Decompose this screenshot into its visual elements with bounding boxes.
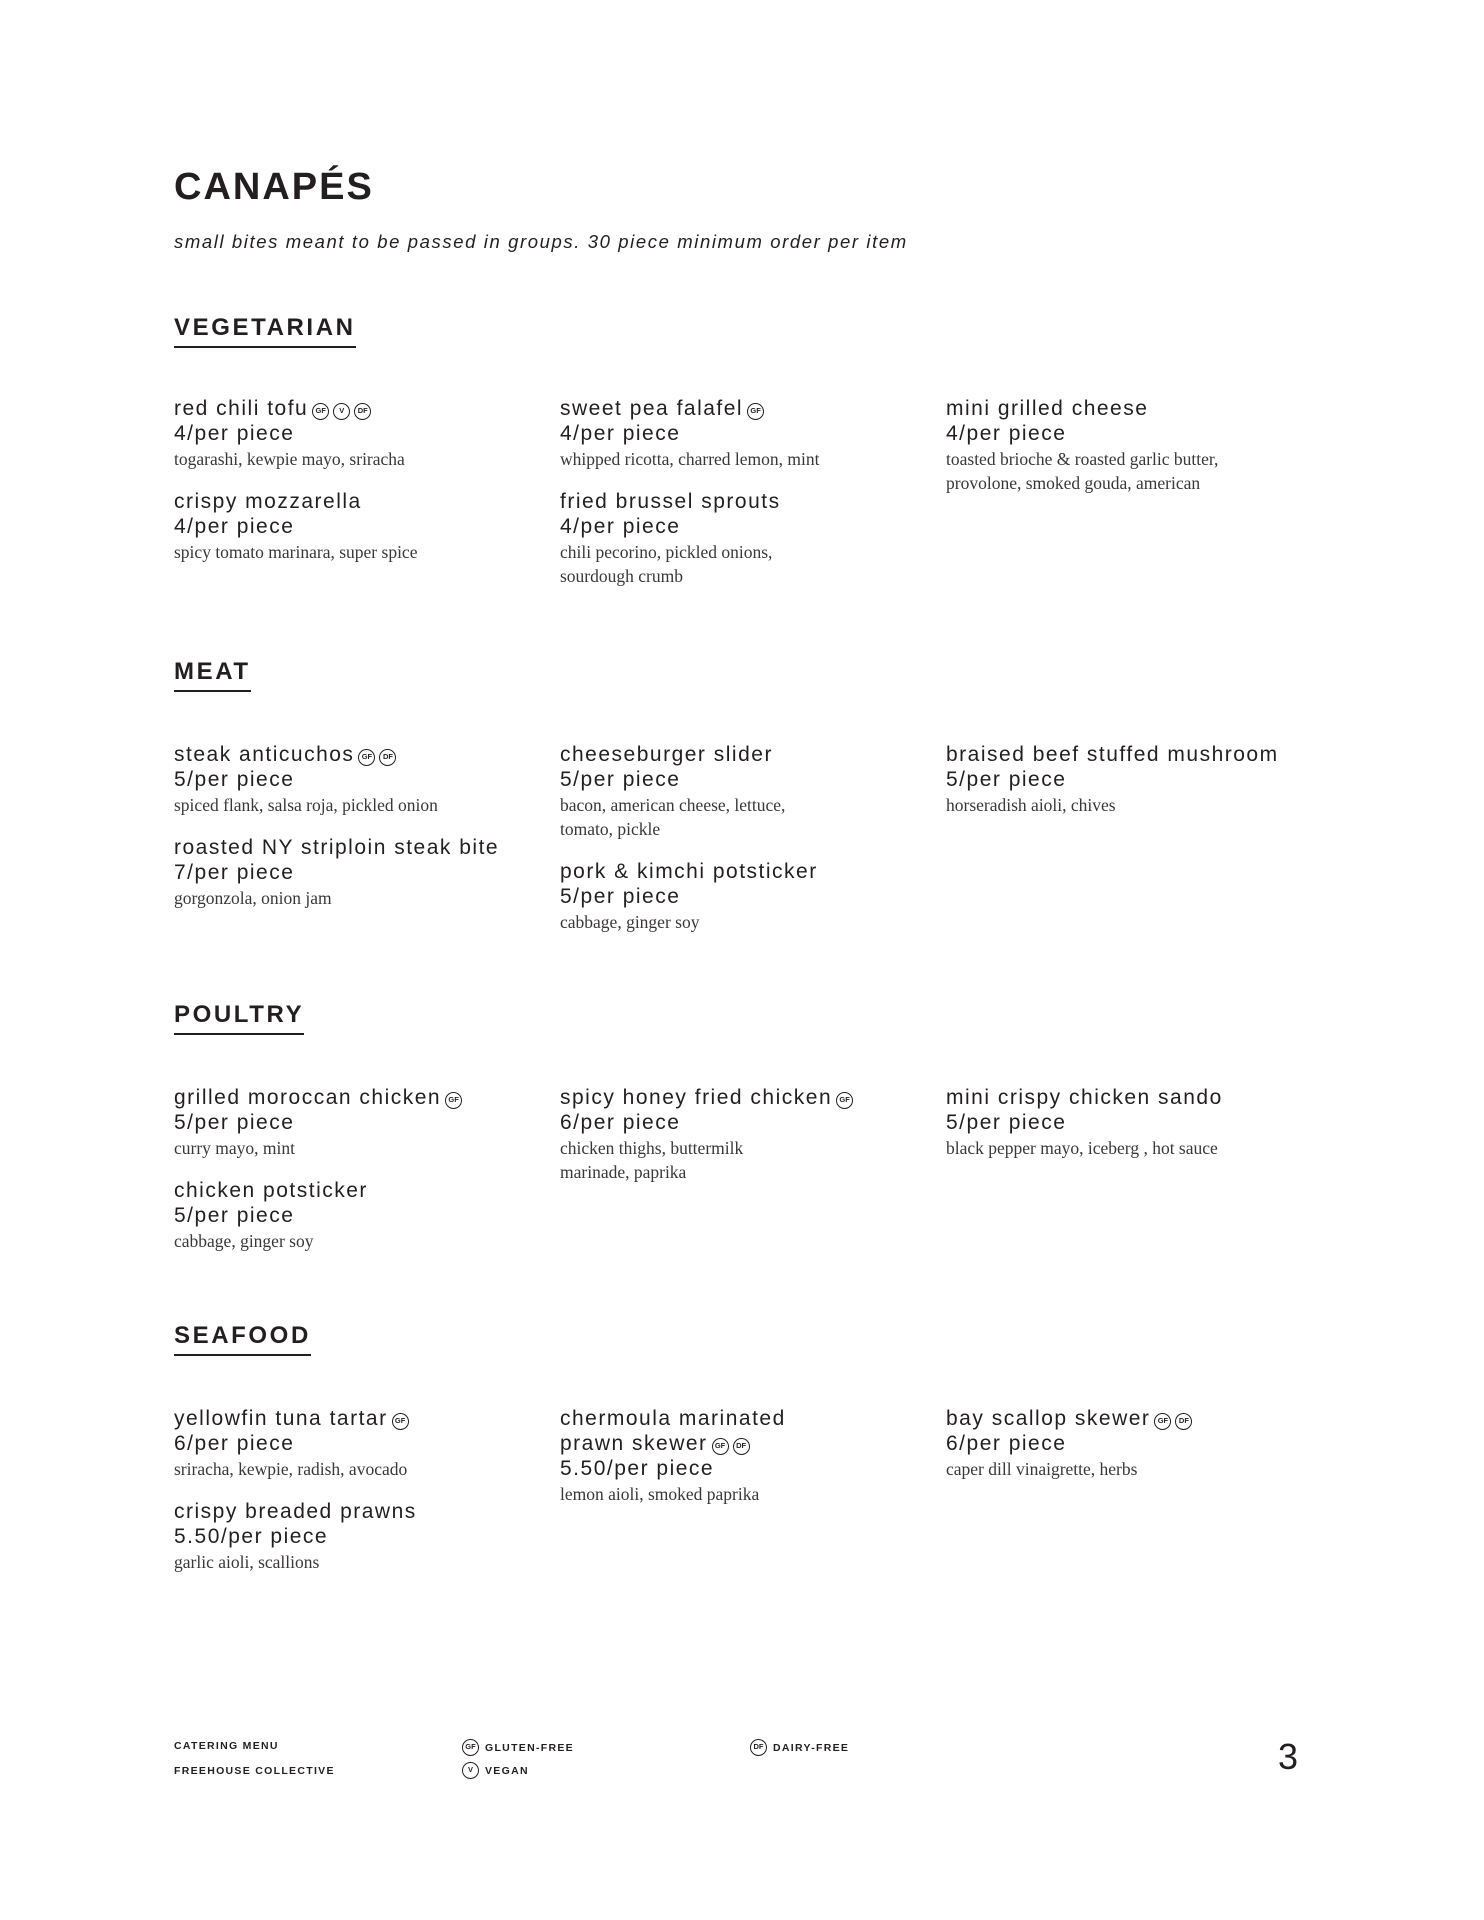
item-description: whipped ricotta, charred lemon, mint: [560, 449, 820, 469]
dairy-free-icon: DF: [1175, 1413, 1192, 1430]
section-meat: [174, 658, 1354, 932]
section-title: VEGETARIAN: [174, 314, 356, 348]
item-price: 5.50/per piece: [560, 1457, 715, 1480]
legend-vegan: [462, 1762, 529, 1779]
gluten-free-icon: GF: [1154, 1413, 1171, 1430]
item-name: fried brussel sprouts: [560, 490, 781, 513]
item-price: 5/per piece: [174, 1204, 295, 1227]
menu-item: [174, 1178, 544, 1253]
menu-item: [560, 396, 930, 471]
menu-item: [174, 1406, 544, 1481]
item-description: togarashi, kewpie mayo, sriracha: [174, 449, 405, 469]
menu-item: [560, 1406, 930, 1506]
gluten-free-icon: GF: [747, 403, 764, 420]
item-price: 5/per piece: [946, 768, 1067, 791]
legend-label: DAIRY-FREE: [773, 1741, 850, 1754]
menu-item: [174, 396, 544, 471]
menu-item: [174, 1085, 544, 1160]
footer-company-name: FREEHOUSE COLLECTIVE: [174, 1765, 335, 1777]
item-name: roasted NY striploin steak bite: [174, 836, 500, 859]
item-description: lemon aioli, smoked paprika: [560, 1484, 760, 1504]
item-name: bay scallop skewer GF DF: [946, 1406, 1316, 1431]
menu-item: [946, 1085, 1316, 1160]
item-price: 6/per piece: [174, 1432, 295, 1455]
item-description: bacon, american cheese, lettuce, tomato, pickle: [560, 795, 786, 839]
item-name: pork & kimchi potsticker: [560, 860, 818, 883]
section-vegetarian: [174, 314, 1354, 586]
menu-item: [946, 742, 1316, 817]
item-description: cabbage, ginger soy: [174, 1231, 314, 1251]
item-name: mini crispy chicken sando: [946, 1086, 1223, 1109]
section-poultry: [174, 1001, 1354, 1251]
item-description: caper dill vinaigrette, herbs: [946, 1459, 1138, 1479]
vegan-icon: V: [462, 1762, 479, 1779]
item-name: crispy breaded prawns: [174, 1500, 417, 1523]
item-name: chicken potsticker: [174, 1179, 368, 1202]
item-price: 6/per piece: [560, 1111, 681, 1134]
item-name: crispy mozzarella: [174, 490, 362, 513]
legend-label: GLUTEN-FREE: [485, 1741, 574, 1754]
dairy-free-icon: DF: [750, 1739, 767, 1756]
menu-item: [560, 742, 930, 841]
gluten-free-icon: GF: [358, 749, 375, 766]
vegan-icon: V: [333, 403, 350, 420]
gluten-free-icon: GF: [445, 1092, 462, 1109]
item-description: spiced flank, salsa roja, pickled onion: [174, 795, 438, 815]
section-title: SEAFOOD: [174, 1322, 311, 1356]
item-description: chili pecorino, pickled onions, sourdough crumb: [560, 542, 773, 586]
section-seafood: [174, 1322, 1354, 1572]
item-name: chermoula marinated prawn skewer GF DF: [560, 1407, 786, 1455]
legend-dairy-free: [750, 1739, 849, 1756]
item-name: steak anticuchos GF DF: [174, 742, 544, 767]
item-description: sriracha, kewpie, radish, avocado: [174, 1459, 408, 1479]
item-description: horseradish aioli, chives: [946, 795, 1116, 815]
item-price: 5/per piece: [560, 768, 681, 791]
item-price: 4/per piece: [946, 422, 1067, 445]
item-price: 5/per piece: [946, 1111, 1067, 1134]
menu-item: [174, 835, 544, 910]
item-price: 4/per piece: [560, 515, 681, 538]
item-name: braised beef stuffed mushroom: [946, 743, 1279, 766]
item-description: spicy tomato marinara, super spice: [174, 542, 418, 562]
page-subtitle: small bites meant to be passed in groups. 30 piece minimum order per item: [174, 231, 908, 252]
menu-item: [174, 489, 544, 564]
item-price: 5/per piece: [174, 768, 295, 791]
page-number: 3: [1278, 1736, 1299, 1777]
item-price: 6/per piece: [946, 1432, 1067, 1455]
item-price: 4/per piece: [174, 422, 295, 445]
item-description: black pepper mayo, iceberg , hot sauce: [946, 1138, 1218, 1158]
menu-item: [560, 1085, 930, 1184]
item-description: garlic aioli, scallions: [174, 1552, 320, 1572]
item-name: cheeseburger slider: [560, 743, 773, 766]
dairy-free-icon: DF: [733, 1438, 750, 1455]
item-price: 7/per piece: [174, 861, 295, 884]
item-description: toasted brioche & roasted garlic butter, provolone, smoked gouda, american: [946, 449, 1219, 493]
menu-item: [174, 742, 544, 817]
item-name: mini grilled cheese: [946, 397, 1149, 420]
gluten-free-icon: GF: [836, 1092, 853, 1109]
item-name: red chili tofu GF V DF: [174, 396, 544, 421]
page-title: CANAPÉS: [174, 166, 374, 208]
item-price: 5/per piece: [560, 885, 681, 908]
menu-item: [946, 396, 1316, 495]
menu-item: [560, 489, 930, 588]
item-description: cabbage, ginger soy: [560, 912, 700, 932]
item-name: sweet pea falafel GF: [560, 396, 930, 421]
item-price: 5/per piece: [174, 1111, 295, 1134]
gluten-free-icon: GF: [392, 1413, 409, 1430]
gluten-free-icon: GF: [312, 403, 329, 420]
legend-gluten-free: [462, 1739, 574, 1756]
section-title: MEAT: [174, 658, 251, 692]
item-price: 5.50/per piece: [174, 1525, 329, 1548]
footer-catering-menu: CATERING MENU: [174, 1740, 279, 1752]
item-price: 4/per piece: [560, 422, 681, 445]
gluten-free-icon: GF: [462, 1739, 479, 1756]
menu-item: [946, 1406, 1316, 1481]
gluten-free-icon: GF: [712, 1438, 729, 1455]
item-name: grilled moroccan chicken GF: [174, 1085, 544, 1110]
dairy-free-icon: DF: [354, 403, 371, 420]
item-description: chicken thighs, buttermilk marinade, paprika: [560, 1138, 744, 1182]
legend-label: VEGAN: [485, 1764, 529, 1777]
menu-item: [174, 1499, 544, 1574]
item-description: curry mayo, mint: [174, 1138, 296, 1158]
item-name: yellowfin tuna tartar GF: [174, 1406, 544, 1431]
menu-item: [560, 859, 930, 934]
section-title: POULTRY: [174, 1001, 304, 1035]
item-description: gorgonzola, onion jam: [174, 888, 332, 908]
item-name: spicy honey fried chicken GF: [560, 1085, 930, 1110]
item-price: 4/per piece: [174, 515, 295, 538]
dairy-free-icon: DF: [379, 749, 396, 766]
